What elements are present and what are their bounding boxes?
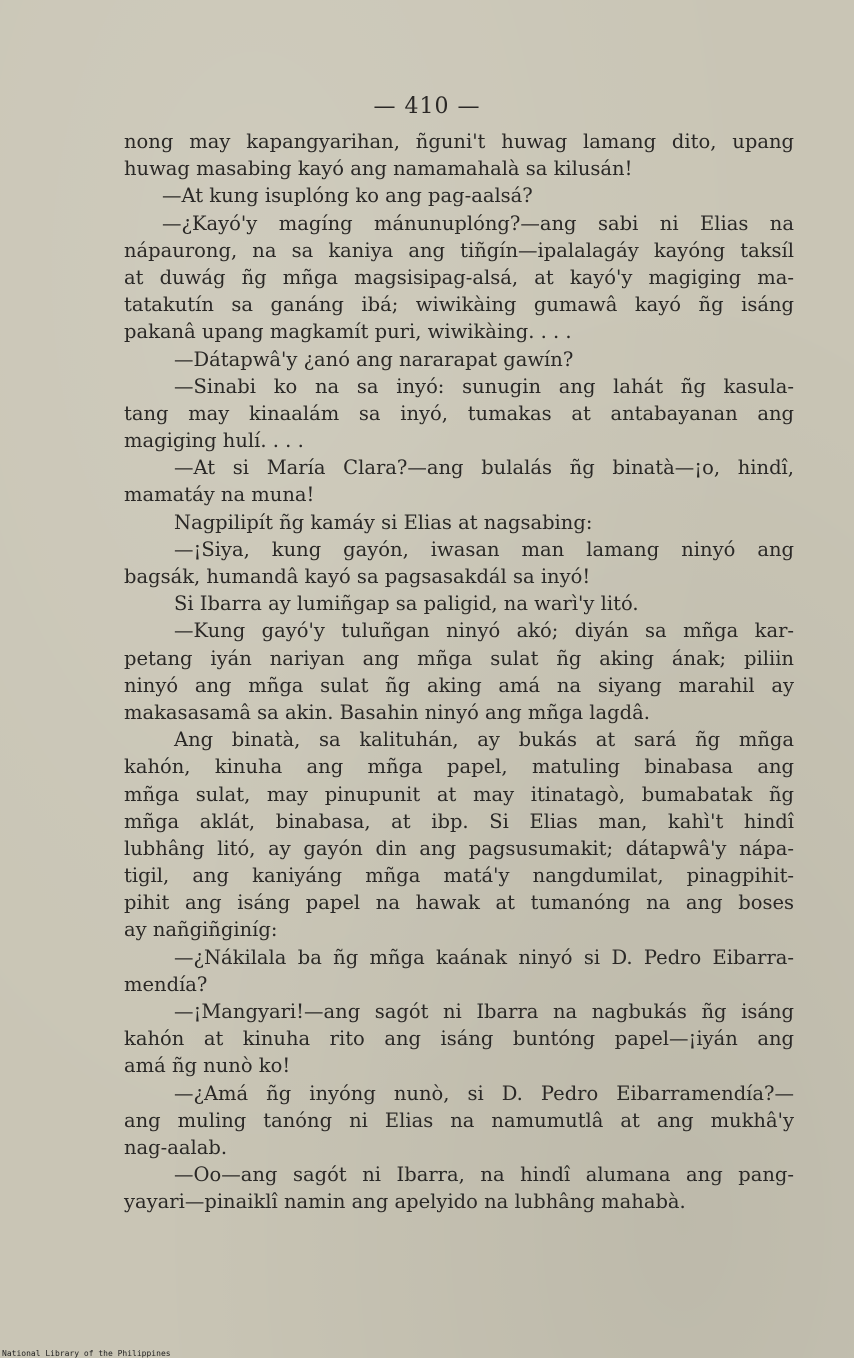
text-line: bagsák, humandâ kayó sa pagsasakdál sa inyó!	[124, 565, 591, 588]
text-line: kahón at kinuha rito ang isáng buntóng papel—¡iyán ang	[124, 1027, 794, 1051]
text-line: —At kung isuplóng ko ang pag-aalsá?	[162, 184, 533, 208]
text-line: —¿Nákilala ba ñg mñga kaának ninyó si D. Pedro Eibarra-	[174, 945, 794, 969]
text-line: amá ñg nunò ko!	[124, 1054, 291, 1078]
text-line: nag-aalab.	[124, 1135, 228, 1159]
text-line: magiging hulí. . . .	[124, 429, 304, 453]
text-line: kahón, kinuha ang mñga papel, matuling binabasa ang	[124, 755, 794, 779]
library-footer: National Library of the Philippines	[2, 1349, 171, 1358]
text-line: Si Ibarra ay lumiñgap sa paligid, na warì'y litó.	[174, 592, 639, 616]
text-line: mñga sulat, may pinupunit at may itinatagò, bumabatak ñg	[124, 782, 794, 806]
text-line: ay nañgiñginíg:	[124, 918, 278, 942]
text-line: tigil, ang kaniyáng mñga matá'y nangdumilat, pinagpihit-	[124, 864, 794, 888]
text-line: Ang binatà, sa kalituhán, ay bukás at sará ñg mñga	[174, 728, 794, 752]
text-line: tatakutín sa ganáng ibá; wiwikàing gumawâ kayó ñg isáng	[124, 293, 794, 317]
text-line: —¿Kayó'y magíng mánunuplóng?—ang sabi ni Elias na	[162, 211, 794, 235]
text-line: —¡Siya, kung gayón, iwasan man lamang ninyó ang	[174, 537, 794, 561]
text-line: tang may kinaalám sa inyó, tumakas at antabayanan ang	[124, 401, 794, 425]
text-line: —At si María Clara?—ang bulalás ñg binatà—¡o, hindî,	[174, 456, 794, 480]
text-line: —¡Mangyari!—ang sagót ni Ibarra na nagbukás ñg isáng	[174, 1000, 794, 1023]
text-line: —Kung gayó'y tuluñgan ninyó akó; diyán sa mñga kar-	[174, 619, 794, 643]
text-line: —Dátapwâ'y ¿anó ang nararapat gawín?	[174, 347, 574, 371]
text-line: huwag masabing kayó ang namamahalà sa kilusán!	[124, 157, 633, 181]
body-text	[124, 128, 794, 1216]
text-line: nápaurong, na sa kaniya ang tiñgín—ipalalagáy kayóng taksíl	[124, 238, 794, 262]
text-line: lubhâng litó, ay gayón din ang pagsusumakit; dátapwâ'y nápa-	[124, 836, 794, 860]
text-line: pihit ang isáng papel na hawak at tumanóng na ang boses	[124, 891, 794, 915]
text-line: petang iyán nariyan ang mñga sulat ñg aking ának; piliin	[124, 646, 794, 670]
text-line: ninyó ang mñga sulat ñg aking amá na siyang marahil ay	[124, 673, 794, 697]
text-line: —¿Amá ñg inyóng nunò, si D. Pedro Eibarramendía?—	[174, 1081, 794, 1105]
text-line: pakanâ upang magkamít puri, wiwikàing. . . .	[124, 320, 572, 344]
page-number: — 410 —	[373, 94, 481, 119]
text-line: —Sinabi ko na sa inyó: sunugin ang lahát ñg kasula-	[174, 374, 794, 398]
text-line: at duwág ñg mñga magsisipag-alsá, at kayó'y magiging ma-	[124, 265, 794, 289]
text-line: ang muling tanóng ni Elias na namumutlâ at ang mukhâ'y	[124, 1108, 794, 1132]
text-line: Nagpilipít ñg kamáy si Elias at nagsabing:	[174, 510, 593, 534]
text-line: —Oo—ang sagót ni Ibarra, na hindî alumana ang pang-	[174, 1163, 794, 1187]
text-line: nong may kapangyarihan, ñguni't huwag lamang dito, upang	[124, 130, 794, 153]
text-line: mñga aklát, binabasa, at ibp. Si Elias man, kahì't hindî	[124, 809, 794, 833]
text-line: yayari—pinaiklî namin ang apelyido na lubhâng mahabà.	[124, 1190, 686, 1214]
text-line: mendía?	[124, 972, 208, 996]
text-line: makasasamâ sa akin. Basahin ninyó ang mñga lagdâ.	[124, 700, 650, 724]
text-line: mamatáy na muna!	[124, 483, 315, 507]
